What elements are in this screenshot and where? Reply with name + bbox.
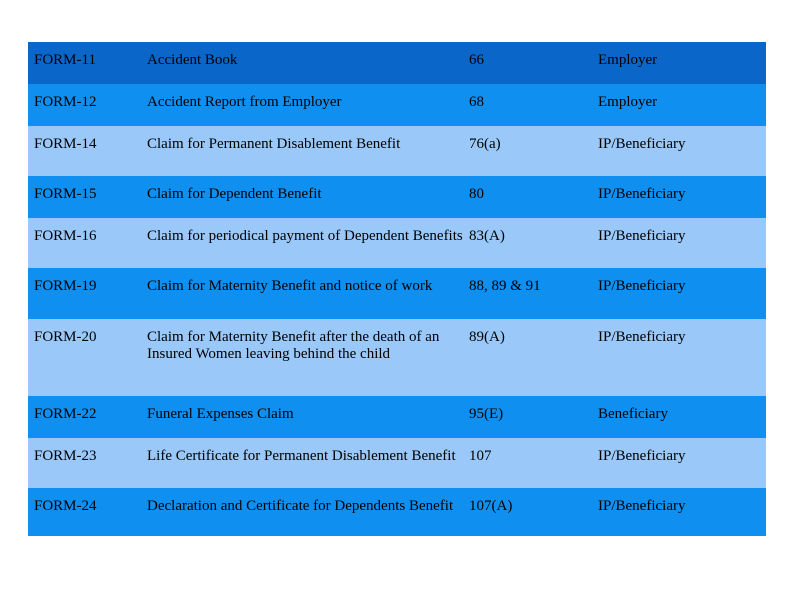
- form-number: FORM-14: [28, 126, 147, 176]
- rule-reference: 83(A): [469, 218, 598, 268]
- table-row: [28, 42, 766, 84]
- form-title: Accident Book: [147, 42, 469, 84]
- filed-by: IP/Beneficiary: [598, 176, 766, 218]
- rule-reference: 68: [469, 84, 598, 126]
- table-row: [28, 268, 766, 319]
- form-number: FORM-20: [28, 319, 147, 396]
- form-number: FORM-24: [28, 488, 147, 536]
- filed-by: IP/Beneficiary: [598, 268, 766, 319]
- form-title: Claim for Permanent Disablement Benefit: [147, 126, 469, 176]
- form-number: FORM-11: [28, 42, 147, 84]
- form-title: Declaration and Certificate for Dependents Benefit: [147, 488, 469, 536]
- table-row: [28, 176, 766, 218]
- form-title: Claim for Maternity Benefit after the death of an Insured Women leaving behind the child: [147, 319, 469, 396]
- form-number: FORM-12: [28, 84, 147, 126]
- form-title: Claim for Dependent Benefit: [147, 176, 469, 218]
- rule-reference: 88, 89 & 91: [469, 268, 598, 319]
- filed-by: Employer: [598, 42, 766, 84]
- form-number: FORM-15: [28, 176, 147, 218]
- form-title: Life Certificate for Permanent Disablement Benefit: [147, 438, 469, 488]
- rule-reference: 107: [469, 438, 598, 488]
- form-number: FORM-19: [28, 268, 147, 319]
- form-number: FORM-22: [28, 396, 147, 438]
- filed-by: IP/Beneficiary: [598, 319, 766, 396]
- rule-reference: 95(E): [469, 396, 598, 438]
- form-title: Accident Report from Employer: [147, 84, 469, 126]
- table-row: [28, 396, 766, 438]
- rule-reference: 80: [469, 176, 598, 218]
- form-title: Claim for Maternity Benefit and notice of work: [147, 268, 469, 319]
- filed-by: Beneficiary: [598, 396, 766, 438]
- forms-table: [28, 42, 766, 536]
- form-number: FORM-16: [28, 218, 147, 268]
- filed-by: IP/Beneficiary: [598, 438, 766, 488]
- table-row: [28, 488, 766, 536]
- rule-reference: 66: [469, 42, 598, 84]
- table-row: [28, 126, 766, 176]
- table-row: [28, 84, 766, 126]
- form-title: Funeral Expenses Claim: [147, 396, 469, 438]
- form-number: FORM-23: [28, 438, 147, 488]
- form-title: Claim for periodical payment of Dependent Benefits: [147, 218, 469, 268]
- filed-by: IP/Beneficiary: [598, 218, 766, 268]
- rule-reference: 107(A): [469, 488, 598, 536]
- filed-by: IP/Beneficiary: [598, 488, 766, 536]
- filed-by: IP/Beneficiary: [598, 126, 766, 176]
- table-row: [28, 438, 766, 488]
- table-row: [28, 218, 766, 268]
- filed-by: Employer: [598, 84, 766, 126]
- rule-reference: 89(A): [469, 319, 598, 396]
- rule-reference: 76(a): [469, 126, 598, 176]
- table-row: [28, 319, 766, 396]
